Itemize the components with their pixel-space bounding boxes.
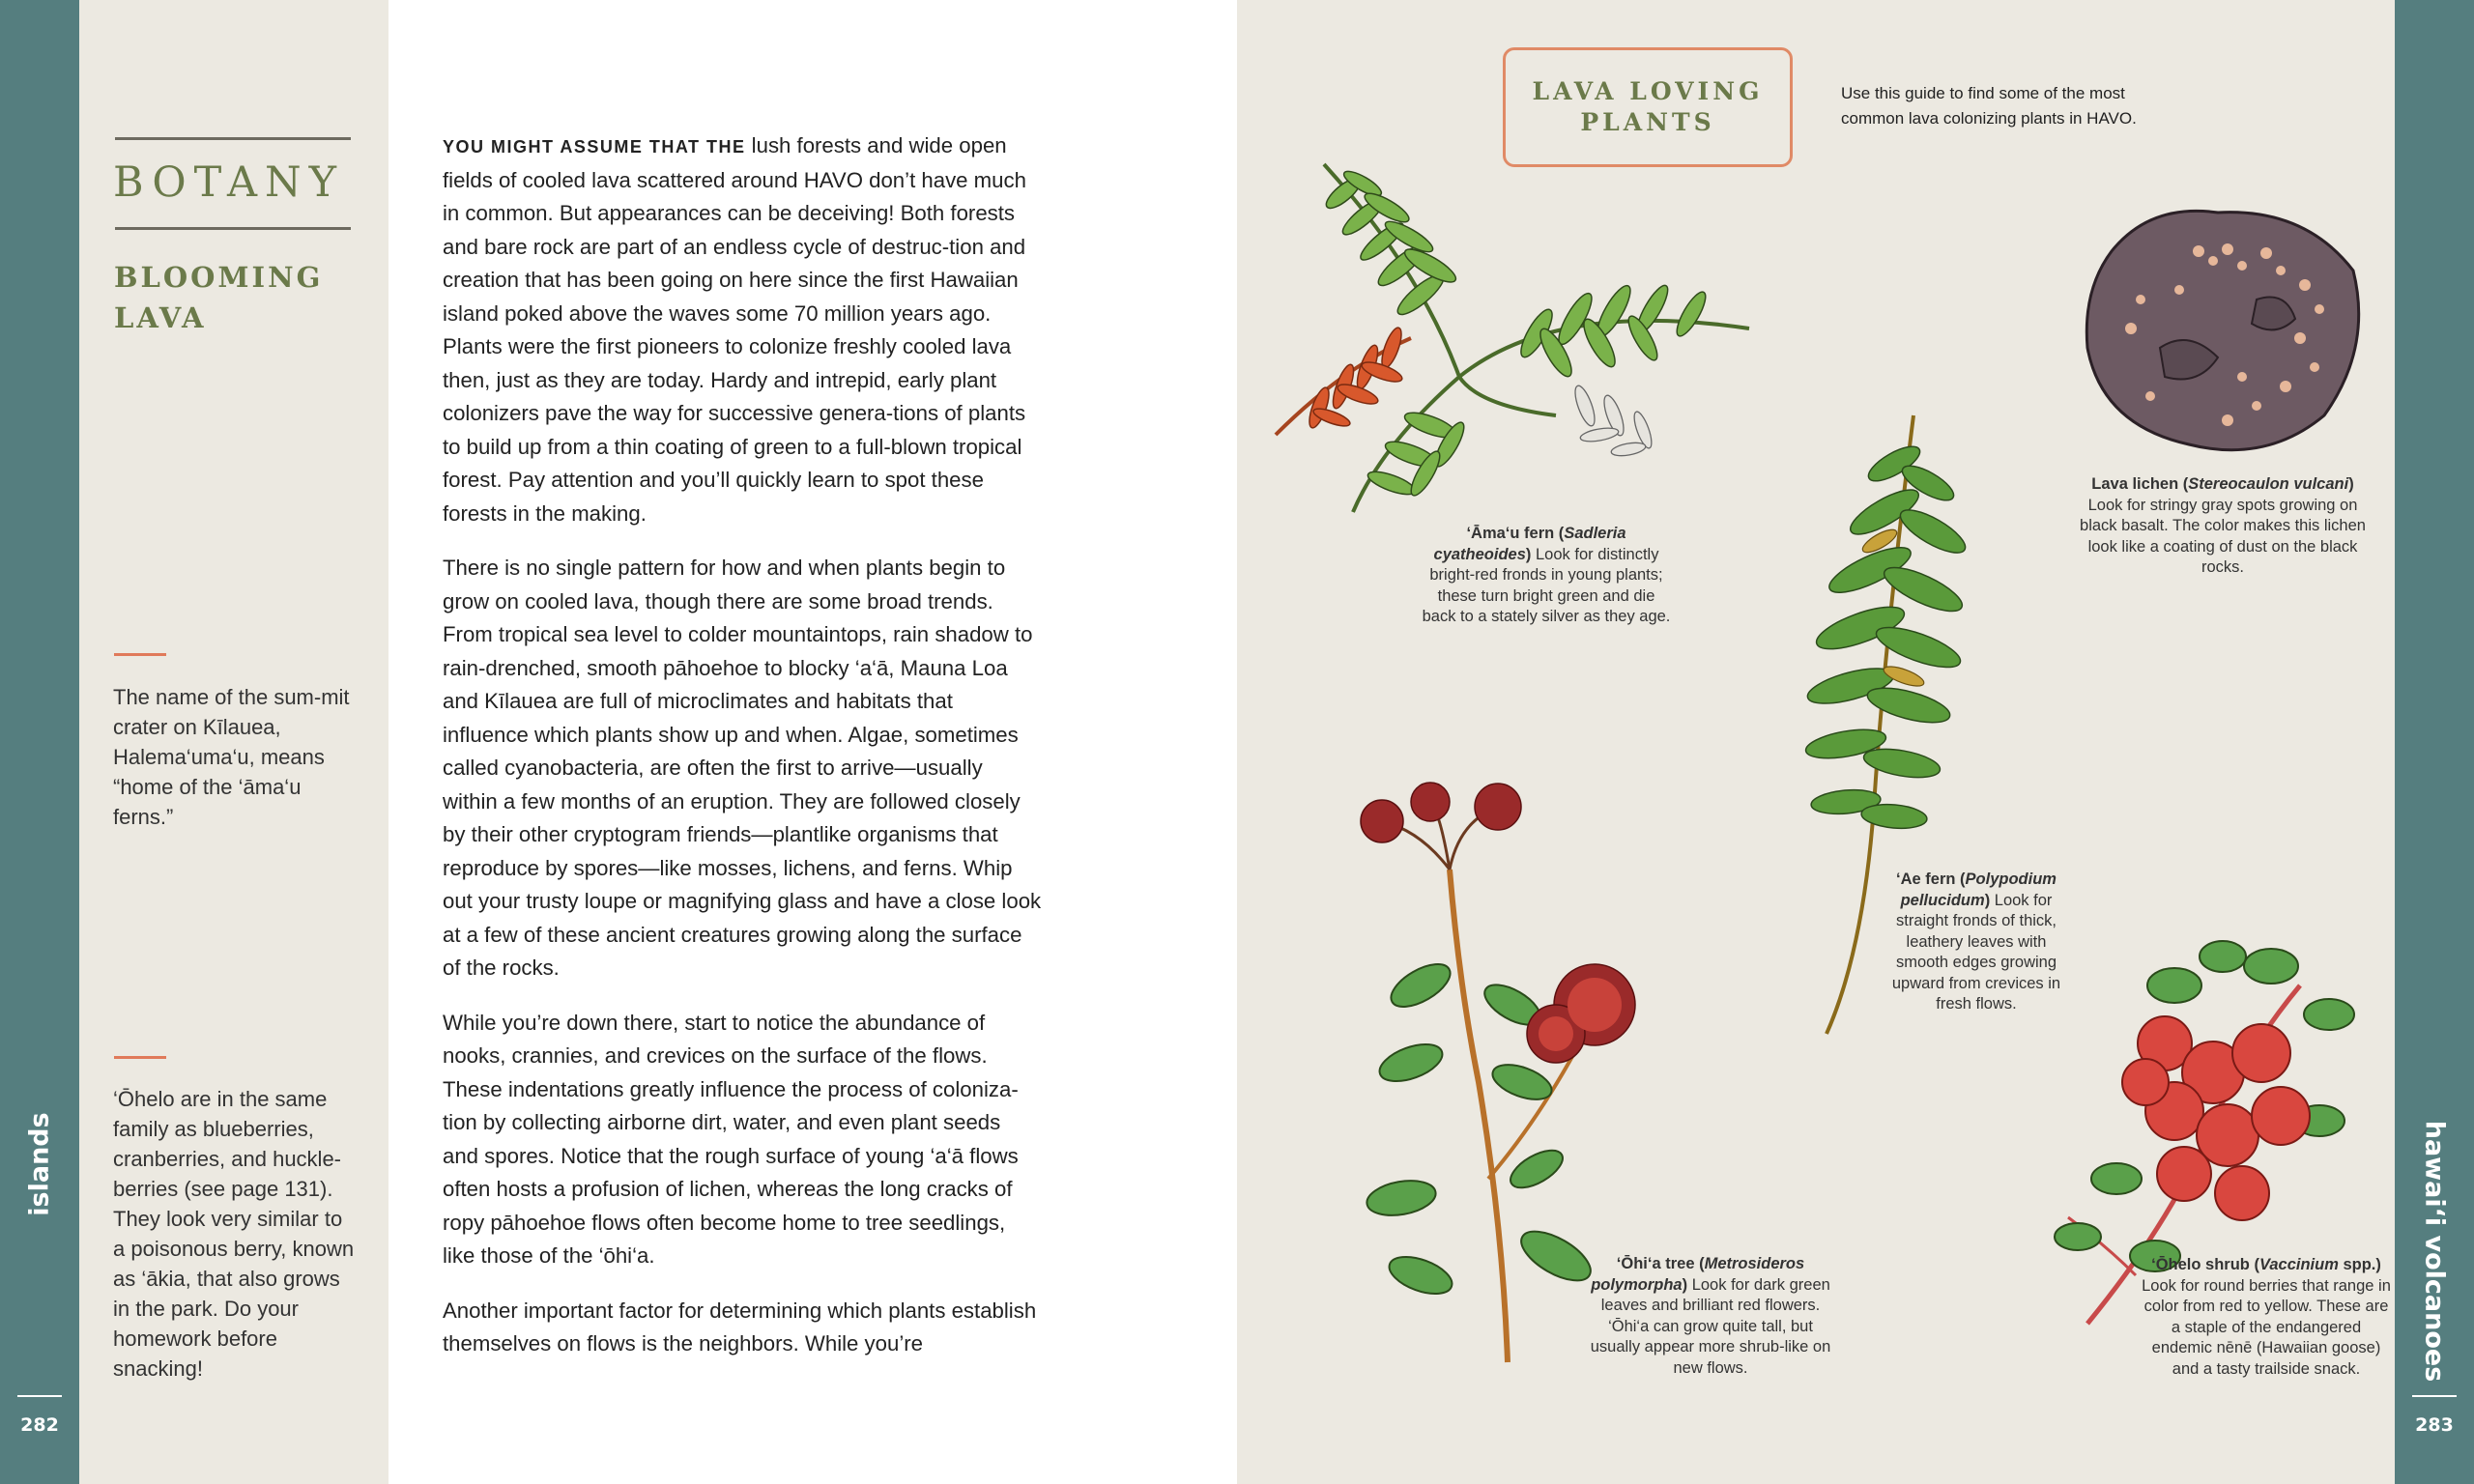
ohia-description: Look for dark green leaves and brilliant red flowers. ‘Ōhi‘a can grow quite tall, but usually appear more shrub-like on new flows. xyxy=(1590,1275,1831,1377)
body-text xyxy=(443,129,1042,1383)
sidebar-note-1: The name of the sum-mit crater on Kīlauea, Halema‘uma‘u, means “home of the ‘āma‘u ferns.” xyxy=(113,685,350,829)
ohia-scientific-name: Metrosideros polymorpha xyxy=(1591,1255,1805,1294)
lava-lichen-illustration xyxy=(2073,193,2373,464)
ae-name: ‘Ae fern ( xyxy=(1896,870,1966,888)
ohia-name-close: ) xyxy=(1682,1275,1688,1294)
amau-description: Look for distinctly bright-red fronds in young plants; these turn bright green and die back to a stately silver as they age. xyxy=(1422,545,1671,625)
ohelo-description: Look for round berries that range in color from red to yellow. These are a staple of the endangered endemic nēnē (Hawaiian goose) and a tasty trailside snack. xyxy=(2142,1276,2391,1378)
ae-scientific-name: Polypodium pellucidum xyxy=(1900,870,2057,909)
guide-title-box xyxy=(1503,47,1793,167)
guide-intro: Use this guide to find some of the most common lava colonizing plants in HAVO. xyxy=(1841,84,2137,128)
lichen-description: Look for stringy gray spots growing on black basalt. The color makes this lichen look like a coating of dust on the black rocks. xyxy=(2080,496,2366,576)
ohia-caption xyxy=(1585,1254,1836,1379)
lead-in: YOU MIGHT ASSUME THAT THE xyxy=(443,137,746,157)
lichen-scientific-name: Stereocaulon vulcani xyxy=(2188,475,2349,493)
body-paragraph xyxy=(443,129,1042,530)
ohelo-name: ‘Ōhelo shrub ( xyxy=(2151,1256,2259,1273)
amau-fern-illustration xyxy=(1266,155,1769,541)
left-tab-label: islands xyxy=(24,1112,55,1216)
body-paragraph: There is no single pattern for how and when plants begin to grow on cooled lava, though there are some broad trends. From tropical sea level to colder mountaintops, rain shadow to rain-drenched, smooth pāhoehoe to blocky ‘a‘ā, Mauna Loa and Kīlauea are full of microclimates and habitats that influence which plants show up and when. Algae, sometimes called cyanobacteria, are often the first to arrive—usually within a few months of an eruption. They are followed closely by their other cryptogram friends—plantlike organisms that reproduce by spores—like mosses, lichens, and ferns. Whip out your trusty loupe or magnifying glass and have a close look at a few of these ancient creatures growing along the surface of the rocks. xyxy=(443,556,1042,980)
section-subtitle: BLOOMING LAVA xyxy=(114,261,324,334)
left-tab-rule xyxy=(17,1395,62,1397)
paragraph-text: lush forests and wide open fields of cooled lava scattered around HAVO don’t have much in common. But appearances can be deceiving! Both forests and bare rock are part of an endless cycle of destruc-tion and creation that has been going on here since the first Hawaiian island poked above the waves some 70 million years ago. Plants were the first pioneers to colonize freshly cooled lava then, just as they are today. Hardy and intrepid, early plant colonizers pave the way for successive genera-tions of plants to build up from a thin coating of green to a full-blown tropical forest. Pay attention and you’ll quickly learn to spot these forests in the making. xyxy=(443,133,1026,526)
guide-title: LAVA LOVING PLANTS xyxy=(1532,77,1764,136)
amau-name: ‘Āma‘u fern ( xyxy=(1466,525,1565,542)
right-tab-rule xyxy=(2412,1395,2457,1397)
ohelo-caption xyxy=(2141,1255,2392,1380)
lichen-name: Lava lichen ( xyxy=(2091,475,2189,493)
ae-name-close: ) xyxy=(1984,891,1991,909)
left-edge-tab xyxy=(0,0,79,1484)
amau-scientific-name: Sadleria cyatheoides xyxy=(1433,525,1626,563)
ohelo-name-close: spp.) xyxy=(2338,1256,2381,1273)
ae-fern-caption xyxy=(1880,870,2073,1015)
left-page-number: 282 xyxy=(20,1414,59,1436)
body-paragraph: Another important factor for determining which plants establish themselves on flows is the neighbors. While you’re xyxy=(443,1298,1037,1356)
title-rule-bottom xyxy=(115,227,351,230)
amau-name-close: ) xyxy=(1525,545,1532,563)
title-rule-top xyxy=(115,137,351,140)
right-page-number: 283 xyxy=(2415,1414,2454,1436)
ae-description: Look for straight fronds of thick, leathery leaves with smooth edges growing upward from crevices in fresh flows. xyxy=(1891,891,2061,1013)
note-accent-rule xyxy=(114,1056,166,1059)
sidebar-note-2: ‘Ōhelo are in the same family as blueberries, cranberries, and huckle-berries (see page 131). They look very similar to a poisonous berry, known as ‘ākia, that also grows in the park. Do your homework before snacking! xyxy=(113,1087,355,1381)
lichen-caption xyxy=(2073,474,2373,579)
ohelo-scientific-name: Vaccinium xyxy=(2258,1256,2339,1273)
body-paragraph: While you’re down there, start to notice the abundance of nooks, crannies, and crevices on the surface of the flows. These indentations greatly influence the process of coloniza-tion by collecting airborne dirt, water, and even plant seeds and spores. Notice that the rough surface of young ‘a‘ā flows often hosts a profusion of lichen, whereas the long cracks of ropy pāhoehoe flows often become home to tree seedlings, like those of the ‘ōhi‘a. xyxy=(443,1010,1019,1268)
right-edge-tab xyxy=(2395,0,2474,1484)
lichen-name-close: ) xyxy=(2348,475,2354,493)
amau-caption xyxy=(1421,524,1672,628)
note-accent-rule xyxy=(114,653,166,656)
section-title: BOTANY xyxy=(113,158,345,207)
right-tab-label: hawai‘i volcanoes xyxy=(2419,1120,2450,1383)
ohia-name: ‘Ōhi‘a tree ( xyxy=(1616,1255,1705,1272)
